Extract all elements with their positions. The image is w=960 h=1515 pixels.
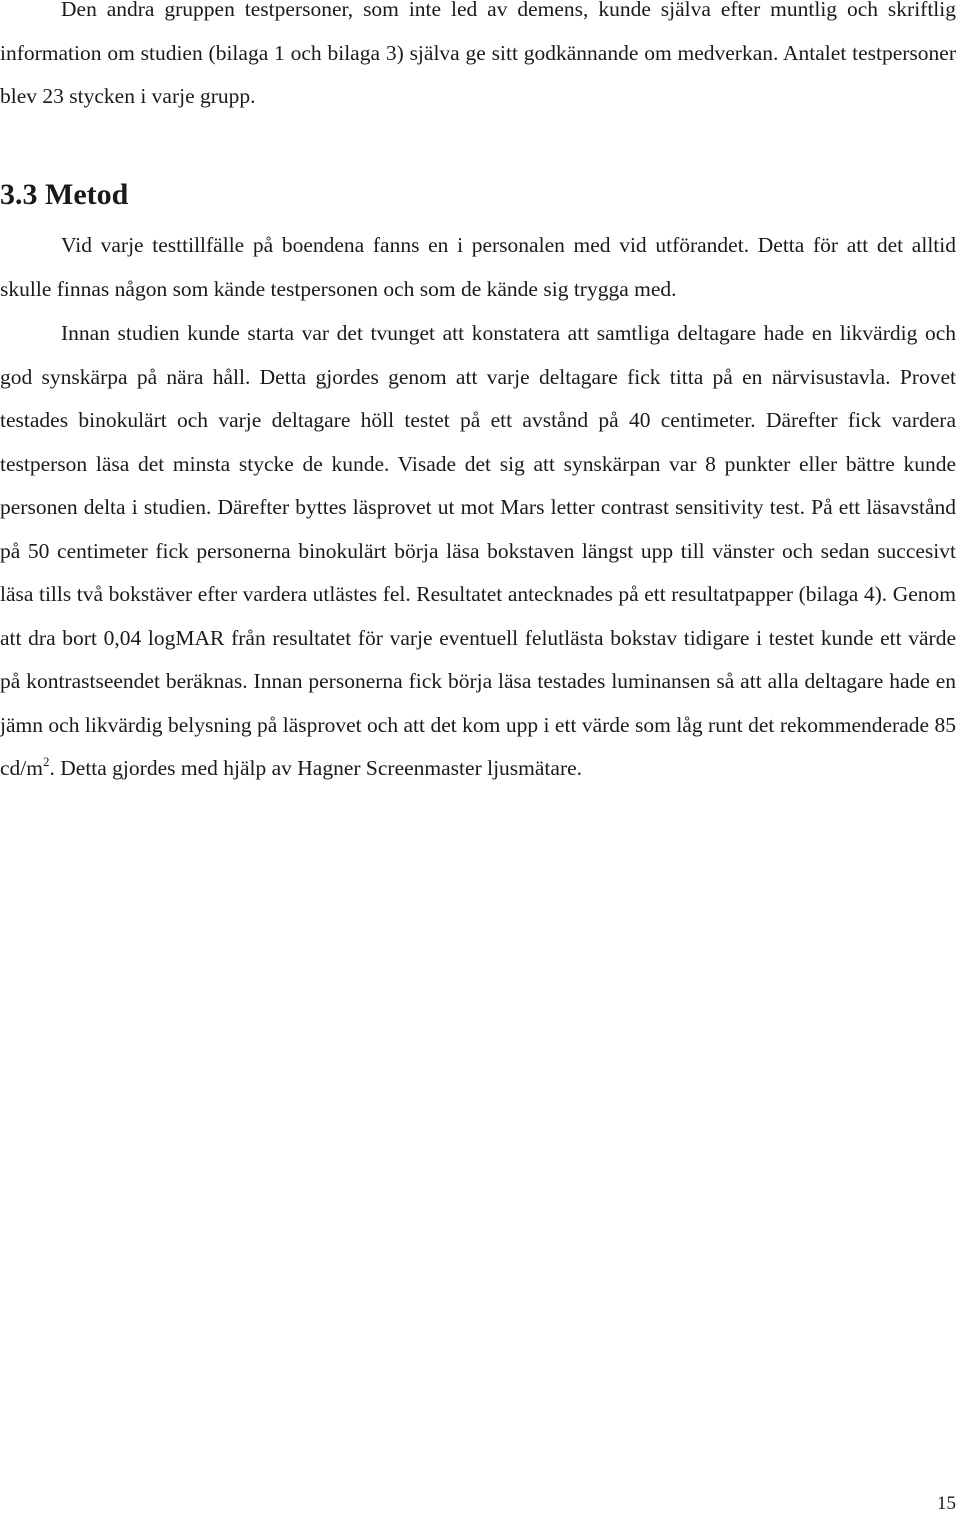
section-heading: 3.3 Metod: [0, 178, 129, 211]
method-paragraph-2-text: Innan studien kunde starta var det tvunget att konstatera att samtliga deltagare hade en likvärdig och god synskärpa på nära håll. Detta gjordes genom att varje deltagare fick titta på en närvisustavla. Provet testades binokulärt och varje deltagare höll testet på ett avstånd på 40 centimeter. Därefter fick vardera testperson läsa det minsta stycke de kunde. Visade det sig att synskärpan var 8 punkter eller bättre kunde personen delta i studien. Därefter byttes läsprovet ut mot Mars letter contrast sensitivity test. På ett läsavstånd på 50 centimeter fick personerna binokulärt börja läsa bokstaven längst upp till vänster och sedan succesivt läsa tills två bokstäver efter vardera utlästes fel. Resultatet antecknades på ett resultatpapper (bilaga 4). Genom att dra bort 0,04 logMAR från resultatet för varje eventuell felutlästa bokstav tidigare i testet kunde ett värde på kontrastseendet beräknas. Innan personerna fick börja läsa testades luminansen så att alla deltagare hade en jämn och likvärdig belysning på läsprovet och att det kom upp i ett värde som låg runt det rekommenderade 85 cd/m: [0, 321, 956, 780]
method-paragraph-2-ending: . Detta gjordes med hjälp av Hagner Screenmaster ljusmätare.: [49, 756, 583, 780]
intro-paragraph-text: Den andra gruppen testpersoner, som inte led av demens, kunde själva efter muntlig och skriftlig information om studien (bilaga 1 och bilaga 3) själva ge sitt godkännande om medverkan. Antalet testpersoner blev 23 stycken i varje grupp.: [0, 0, 956, 108]
unit-superscript: 2: [43, 754, 50, 769]
intro-paragraph: [0, 0, 956, 119]
method-paragraph-2: [0, 312, 956, 791]
method-paragraph-1: Vid varje testtillfälle på boendena fanns en i personalen med vid utförandet. Detta för att det alltid skulle finnas någon som kände testpersonen och som de kände sig trygga med.: [0, 233, 956, 301]
page-number: 15: [937, 1493, 956, 1514]
